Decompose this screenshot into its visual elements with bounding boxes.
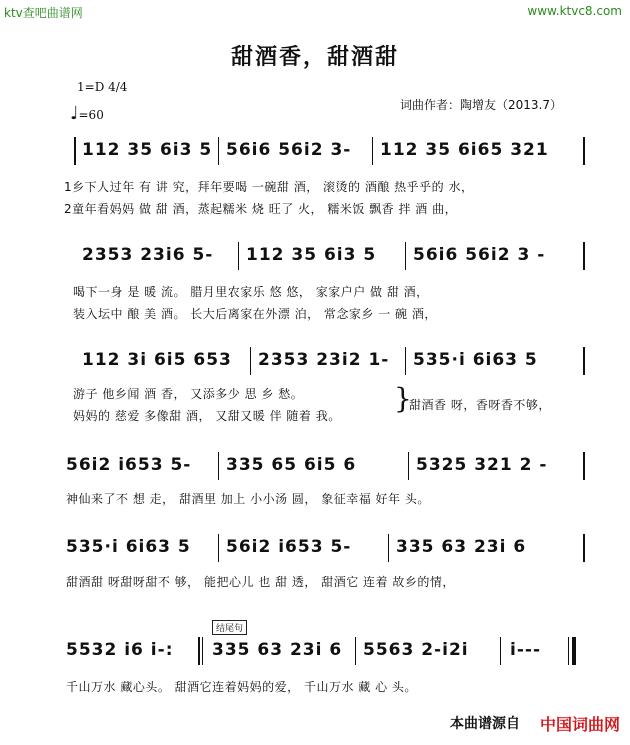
measure: 5325 321 2 - (416, 455, 548, 475)
measure: 112 3i 6i5 653 (82, 350, 232, 370)
lyric-line: 1乡下人过年 有 讲 究，拜年要喝 一碗甜 酒， 滚烫的 酒酿 热乎乎的 水， (64, 180, 474, 194)
volta-label: 结尾句 (212, 620, 247, 635)
measure: 56i6 56i2 3 - (413, 245, 546, 265)
measure: 5563 2-i2i (363, 640, 469, 660)
lyric-line: 装入坛中 酿 美 酒。 长大后离家在外漂 泊， 常念家乡 一 碗 酒， (73, 307, 437, 321)
repeat-barline (198, 637, 200, 665)
key-signature: 1=D 4/4 (77, 80, 128, 94)
measure: 335 63 23i 6 (396, 537, 527, 557)
measure: 56i6 56i2 3- (226, 140, 352, 160)
barline (218, 534, 219, 562)
repeat-barline (202, 637, 203, 665)
measure: 112 35 6i3 5 (246, 245, 377, 265)
final-barline (572, 637, 576, 665)
barline (218, 452, 219, 480)
watermark-left: ktv查吧曲谱网 (4, 6, 83, 20)
barline (388, 534, 389, 562)
lyric-line: 甜酒香 呀，香呀香不够， (409, 398, 551, 412)
measure: 335 65 6i5 6 (226, 455, 357, 475)
barline (583, 534, 585, 562)
barline (405, 242, 406, 270)
lyric-line: 神仙来了不 想 走， 甜酒里 加上 小小汤 圆， 象征幸福 好年 头。 (66, 492, 430, 506)
tempo-marking (70, 103, 104, 124)
barline (250, 347, 251, 375)
tempo-value: =60 (78, 108, 104, 122)
lyric-line: 妈妈的 慈爱 多像甜 酒， 又甜又暖 伴 随着 我。 (73, 409, 341, 423)
barline (583, 137, 585, 165)
measure: 5532 i6 i-: (66, 640, 174, 660)
measure: 535·i 6i63 5 (66, 537, 191, 557)
barline (238, 242, 239, 270)
barline (408, 452, 409, 480)
measure: 2353 23i6 5- (82, 245, 214, 265)
barline (583, 347, 585, 375)
song-title: 甜酒香，甜酒甜 (230, 44, 399, 70)
final-barline (568, 637, 569, 665)
barline (372, 137, 373, 165)
watermark-right: www.ktvc8.com (527, 4, 622, 18)
measure: 112 35 6i65 321 (380, 140, 549, 160)
measure: 535·i 6i63 5 (413, 350, 538, 370)
quarter-note-icon: ♩ (70, 103, 79, 124)
lyric-line: 2童年看妈妈 做 甜 酒，蒸起糯米 烧 旺了 火， 糯米饭 飘香 拌 酒 曲， (64, 202, 458, 216)
measure: 335 63 23i 6 (212, 640, 343, 660)
source-label: 本曲谱源自 (450, 716, 520, 732)
measure: 56i2 i653 5- (66, 455, 192, 475)
barline (583, 452, 585, 480)
measure: 56i2 i653 5- (226, 537, 352, 557)
barline (583, 242, 585, 270)
author-credit: 词曲作者：陶增友（2013.7） (400, 98, 562, 112)
brace-symbol: } (394, 382, 412, 415)
lyric-line: 游子 他乡闻 酒 香， 又添多少 思 乡 愁。 (73, 387, 304, 401)
measure: i--- (510, 640, 541, 660)
barline (74, 137, 76, 165)
lyric-line: 甜酒甜 呀甜呀甜不 够， 能把心儿 也 甜 透， 甜酒它 连着 故乡的情， (66, 575, 455, 589)
barline (405, 347, 406, 375)
barline (355, 637, 356, 665)
barline (500, 637, 501, 665)
measure: 112 35 6i3 5 (82, 140, 213, 160)
measure: 2353 23i2 1- (258, 350, 390, 370)
barline (218, 137, 219, 165)
lyric-line: 喝下一身 是 暖 流。 腊月里农家乐 悠 悠， 家家户户 做 甜 酒， (73, 285, 429, 299)
brand-logo: 中国词曲网 (539, 715, 620, 734)
lyric-line: 千山万水 藏心头。 甜酒它连着妈妈的爱， 千山万水 藏 心 头。 (66, 680, 417, 694)
